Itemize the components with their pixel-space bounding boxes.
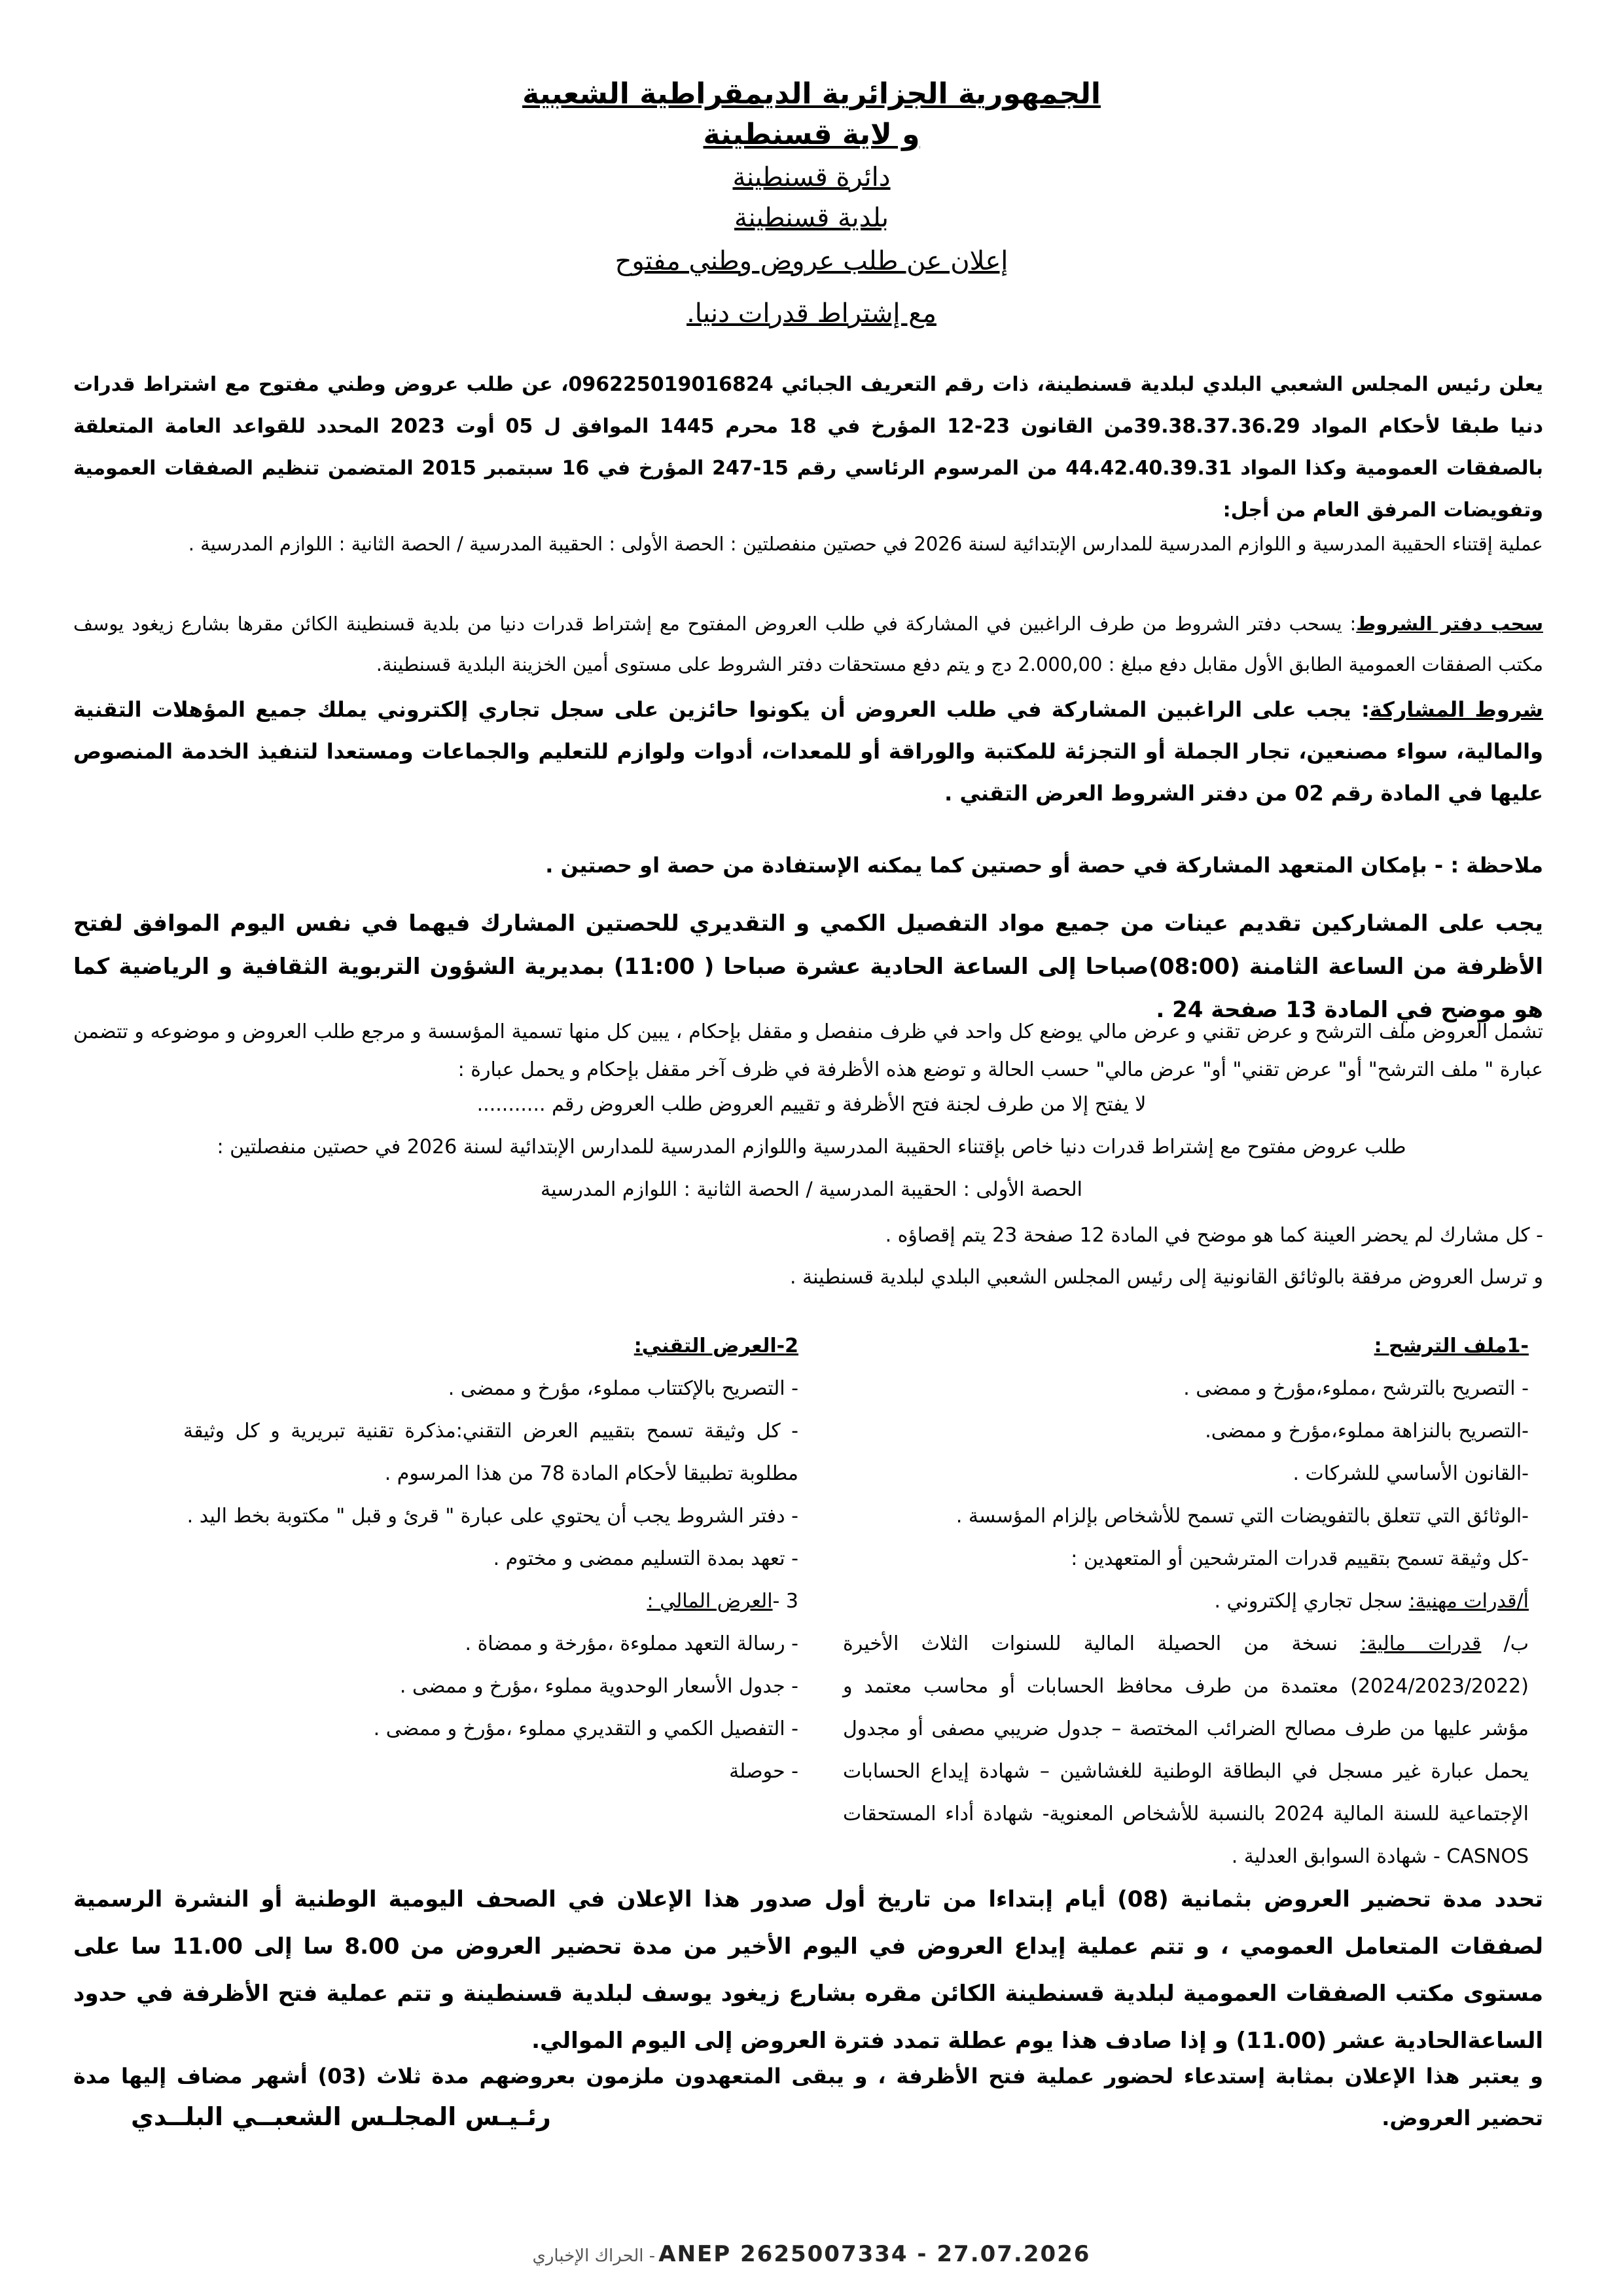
technical-offer-item: - التصريح بالإكتتاب مملوء، مؤرخ و ممضى .: [448, 1377, 798, 1400]
offers-column: [183, 1325, 798, 1793]
envelope-line-3: الحصة الأولى : الحقيبة المدرسية / الحصة الثانية : اللوازم المدرسية: [541, 1178, 1082, 1201]
candidacy-file-title: -1ملف الترشح :: [1374, 1335, 1529, 1357]
candidacy-item: -الوثائق التي تتعلق بالتفويضات التي تسمح للأشخاص بإلزام المؤسسة .: [955, 1505, 1529, 1528]
conditions-label: شروط المشاركة: [1369, 697, 1544, 722]
note-paragraph: ملاحظة : - بإمكان المتعهد المشاركة في حصة أو حصتين كما يمكنه الإستفادة من حصة او حصتين .: [545, 853, 1543, 878]
republic-title: الجمهورية الجزائرية الديمقراطية الشعبية: [522, 77, 1101, 111]
footer-source: الحراك الإخباري -: [532, 2246, 656, 2266]
announcement-subtitle: مع إشتراط قدرات دنيا.: [687, 298, 936, 329]
financial-capacity: [843, 1623, 1529, 1878]
intro-paragraph: يعلن رئيس المجلس الشعبي البلدي لبلدية قسنطينة، ذات رقم التعريف الجبائي 096225019016824، عن طلب عروض وطني مفتوح مع اشتراط قدرات دنيا طبقا لأحكام المواد 39.38.37.36.29من القانون 23-12 المؤرخ في 18 محرم 1445 الموافق ل 05 أوت 2023 المحدد للقواعد العامة المتعلقة بالصفقات العمومية وكذا المواد 44.42.40.39.31 من المرسوم الرئاسي رقم 15-247 المؤرخ في 16 سبتمبر 2015 المتضمن تنظيم الصفقات العمومية وتفويضات المرفق العام من أجل:: [73, 373, 1544, 522]
financial-capacity-label: قدرات مالية:: [1360, 1632, 1482, 1655]
financial-offer-item: - حوصلة: [729, 1760, 798, 1783]
technical-offer-title: 2-العرض التقني:: [633, 1335, 798, 1357]
footer: [0, 2241, 1623, 2267]
conditions-paragraph: [73, 689, 1543, 814]
technical-offer-item: - دفتر الشروط يجب أن يحتوي على عبارة " قرئ و قبل " مكتوبة بخط اليد .: [187, 1505, 798, 1528]
wilaya-title: و لاية قسنطينة: [703, 118, 920, 151]
signature: رئـيـس المجلـس الشعبــي البلــدي: [131, 2102, 551, 2131]
candidacy-item: -التصريح بالنزاهة مملوء،مؤرخ و ممضى.: [1205, 1420, 1529, 1443]
retrait-paragraph: [73, 603, 1543, 685]
warning-line-2: و ترسل العروض مرفقة بالوثائق القانونية إلى رئيس المجلس الشعبي البلدي لبلدية قسنطينة .: [789, 1266, 1543, 1289]
professional-capacity-label: أ/قدرات مهنية:: [1408, 1590, 1529, 1613]
financial-offer-heading: [183, 1580, 798, 1623]
candidacy-item: -كل وثيقة تسمح بتقييم قدرات المترشحين أو المتعهدين :: [1071, 1547, 1529, 1570]
financial-offer-item: - رسالة التعهد مملوءة ،مؤرخة و ممضاة .: [465, 1632, 798, 1655]
announcement-title: إعلان عن طلب عروض وطني مفتوح: [615, 246, 1008, 276]
professional-capacity: [843, 1580, 1529, 1623]
validity-paragraph: و يعتبر هذا الإعلان بمثابة إستدعاء لحضور عملية فتح الأظرفة ، و يبقى المتعهدون ملزمون بعروضهم مدة ثلاث (03) أشهر مضاف إليها مدة تحضير العروض.: [73, 2064, 1544, 2130]
financial-capacity-prefix: ب/: [1481, 1632, 1529, 1655]
candidacy-item: -القانون الأساسي للشركات .: [1293, 1462, 1529, 1485]
candidacy-file-column: [843, 1325, 1529, 1878]
financial-offer-item: - جدول الأسعار الوحدوية مملوء ،مؤرخ و ممضى .: [399, 1675, 798, 1698]
offers-paragraph: تشمل العروض ملف الترشح و عرض تقني و عرض مالي يوضع كل واحد في ظرف منفصل و مقفل بإحكام ، يبين كل منها تسمية المؤسسة و مرجع طلب العروض و موضوعه و تتضمن عبارة " ملف الترشح" أو" عرض تقني" أو" عرض مالي" حسب الحالة و توضع هذه الأظرفة في ظرف آخر مقفل بإحكام و يحمل عبارة :: [73, 1020, 1543, 1081]
financial-offer-number: 3 -: [772, 1590, 798, 1613]
candidacy-item: - التصريح بالترشح ،مملوء،مؤرخ و ممضى .: [1183, 1377, 1529, 1400]
retrait-label: سحب دفتر الشروط: [1356, 613, 1543, 635]
footer-reference: ANEP 2625007334 - 27.07.2026: [658, 2241, 1091, 2267]
commune-title: بلدية قسنطينة: [734, 203, 889, 233]
object-paragraph: عملية إقتناء الحقيبة المدرسية و اللوازم المدرسية للمدارس الإبتدائية لسنة 2026 في حصتين منفصلتين : الحصة الأولى : الحقيبة المدرسية / الحصة الثانية : اللوازم المدرسية .: [188, 533, 1543, 555]
deadline-paragraph: تحدد مدة تحضير العروض بثمانية (08) أيام إبتداءا من تاريخ أول صدور هذا الإعلان في الصحف اليومية الوطنية أو النشرة الرسمية لصفقات المتعامل العمومي ، و تتم عملية إيداع العروض في اليوم الأخير من مدة تحضير العروض من 8.00 سا إلى 11.00 سا على مستوى مكتب الصفقات العمومية لبلدية قسنطينة الكائن مقره بشارع زيغود يوسف لبلدية قسنطينة و تتم عملية فتح الأظرفة في حدود الساعةالحادية عشر (11.00) و إذا صادف هذا يوم عطلة تمدد فترة العروض إلى اليوم الموالي.: [73, 1886, 1544, 2054]
daira-title: دائرة قسنطينة: [732, 162, 891, 192]
conditions-text: : يجب على الراغبين المشاركة في طلب العروض أن يكونوا حائزين على سجل تجاري إلكتروني يملك جميع المؤهلات التقنية والمالية، سواء مصنعين، تجار الجملة أو التجزئة للمكتبة والوراقة أو للمعدات، أدوات ولوازم للتعليم والجماعات ومستعدا لتنفيذ الخدمة المنصوص عليها في المادة رقم 02 من دفتر الشروط العرض التقني .: [73, 697, 1543, 806]
envelope-line-1: لا يفتح إلا من طرف لجنة فتح الأظرفة و تقييم العروض طلب العروض رقم ...........: [476, 1093, 1147, 1116]
financial-offer-title: العرض المالي :: [647, 1590, 773, 1613]
warning-line-1: - كل مشارك لم يحضر العينة كما هو موضح في المادة 12 صفحة 23 يتم إقصاؤه .: [885, 1224, 1543, 1247]
financial-capacity-text: نسخة من الحصيلة المالية للسنوات الثلاث الأخيرة (2024/2023/2022) معتمدة من طرف محافظ الحسابات أو محاسب معتمد و مؤشر عليها من طرف مصالح الضرائب المختصة – جدول ضريبي مصفى أو مجدول يحمل عبارة غير مسجل في البطاقة الوطنية للغشاشين – شهادة إيداع الحسابات الإجتماعية للسنة المالية 2024 بالنسبة للأشخاص المعنوية- شهادة أداء المستحقات CASNOS - شهادة السوابق العدلية .: [843, 1632, 1529, 1868]
financial-offer-item: - التفصيل الكمي و التقديري مملوء ،مؤرخ و ممضى .: [373, 1717, 798, 1740]
samples-paragraph: يجب على المشاركين تقديم عينات من جميع مواد التفصيل الكمي و التقديري للحصتين المشارك فيهما في نفس اليوم الموافق لفتح الأظرفة من الساعة الثامنة (08:00)صباحا إلى الساعة الحادية عشرة صباحا ( 11:00) بمديرية الشؤون التربوية الثقافية و الرياضية كما هو موضح في المادة 13 صفحة 24 .: [73, 910, 1544, 1023]
envelope-line-2: طلب عروض مفتوح مع إشتراط قدرات دنيا خاص بإقتناء الحقيبة المدرسية واللوازم المدرسية للمدارس الإبتدائية لسنة 2026 في حصتين منفصلتين :: [217, 1136, 1406, 1158]
retrait-text: : يسحب دفتر الشروط من طرف الراغبين في المشاركة في طلب العروض المفتوح مع إشتراط قدرات دنيا من بلدية قسنطينة الكائن مقرها بشارع زيغود يوسف مكتب الصفقات العمومية الطابق الأول مقابل دفع مبلغ : 2.000,00 دج و يتم دفع مستحقات دفتر الشروط على مستوى أمين الخزينة البلدية قسنطينة.: [73, 613, 1543, 675]
professional-capacity-text: سجل تجاري إلكتروني .: [1214, 1590, 1409, 1613]
technical-offer-item: - تعهد بمدة التسليم ممضى و مختوم .: [493, 1547, 798, 1570]
technical-offer-item: - كل وثيقة تسمح بتقييم العرض التقني:مذكرة تقنية تبريرية و كل وثيقة مطلوبة تطبيقا لأحكام المادة 78 من هذا المرسوم .: [183, 1420, 798, 1485]
